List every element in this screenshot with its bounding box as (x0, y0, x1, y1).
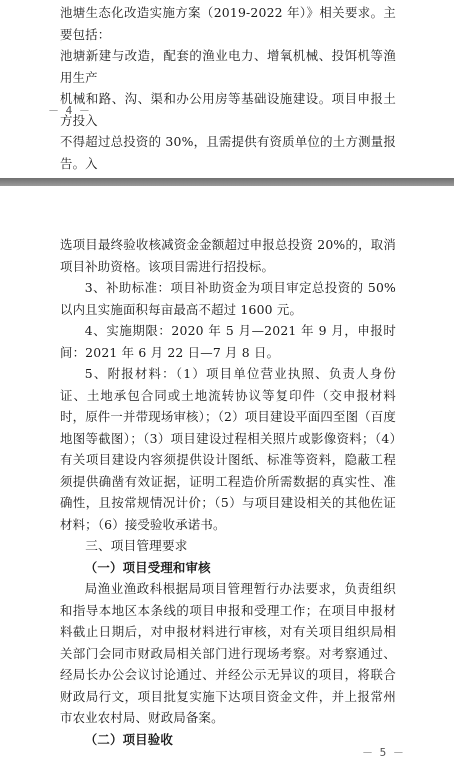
page-4-line: 不得超过总投资的 30%，且需提供有资质单位的土方测量报告。入 (60, 134, 396, 171)
page-4-body (60, 2, 396, 174)
page-number: － 5 － (362, 746, 404, 759)
document-page-5 (0, 186, 454, 781)
page-separator (0, 178, 454, 186)
page-5-body (60, 234, 396, 750)
document-page-4 (0, 0, 454, 178)
page-4-line: 池塘新建与改造，配套的渔业电力、增氧机械、投饵机等渔用生产 (60, 48, 396, 85)
subsidy-standard-paragraph: 3、补助标准：项目补助资金为项目审定总投资的 50%以内且实施面积每亩最高不超过 1600 元。 (60, 280, 396, 317)
page-number: － 4 － (48, 104, 90, 117)
subsection-heading: （一）项目受理和审核 (84, 559, 211, 575)
subsection-heading: （二）项目验收 (84, 731, 173, 747)
continuation-paragraph: 选项目最终验收核减资金金额超过申报总投资 20%的，取消项目补助资格。该项目需进行招投标。 (60, 237, 396, 274)
implementation-period-paragraph: 4、实施期限：2020 年 5 月—2021 年 9 月，申报时间：2021 年 6 月 22 日—7 月 8 日。 (60, 323, 396, 360)
page-4-line: 池塘生态化改造实施方案（2019-2022 年）》相关要求。主要包括： (60, 5, 396, 42)
acceptance-review-paragraph: 局渔业渔政科根据局项目管理暂行办法要求，负责组织和指导本地区本条线的项目申报和受理工作；在项目申报材料截止日期后，对申报材料进行审核，对有关项目组织局相关部门会同市财政局相关部门进行现场考察。对考察通过、经局长办公会议讨论通过、并经公示无异议的项目，将联合财政局行文，项目批复实施下达项目资金文件，并上报常州市农业农村局、财政局备案。 (60, 581, 396, 725)
page-4-line: 机械和路、沟、渠和办公用房等基础设施建设。项目申报土方投入 (60, 91, 396, 128)
section-heading: 三、项目管理要求 (85, 538, 188, 553)
attached-materials-paragraph: 5、附报材料：（1）项目单位营业执照、负责人身份证、土地承包合同或土地流转协议等复印件（交申报材料时，原件一并带现场审核）；（2）项目建设平面四至图（百度地图等截图）；（3）项目建设过程相关照片或影像资料；（4）有关项目建设内容须提供设计图纸、标准等资料，隐蔽工程须提供确凿有效证据，证明工程造价所需数据的真实性、准确性，且按常规情况计价；（5）与项目建设相关的其他佐证材料；（6）接受验收承诺书。 (60, 366, 396, 532)
